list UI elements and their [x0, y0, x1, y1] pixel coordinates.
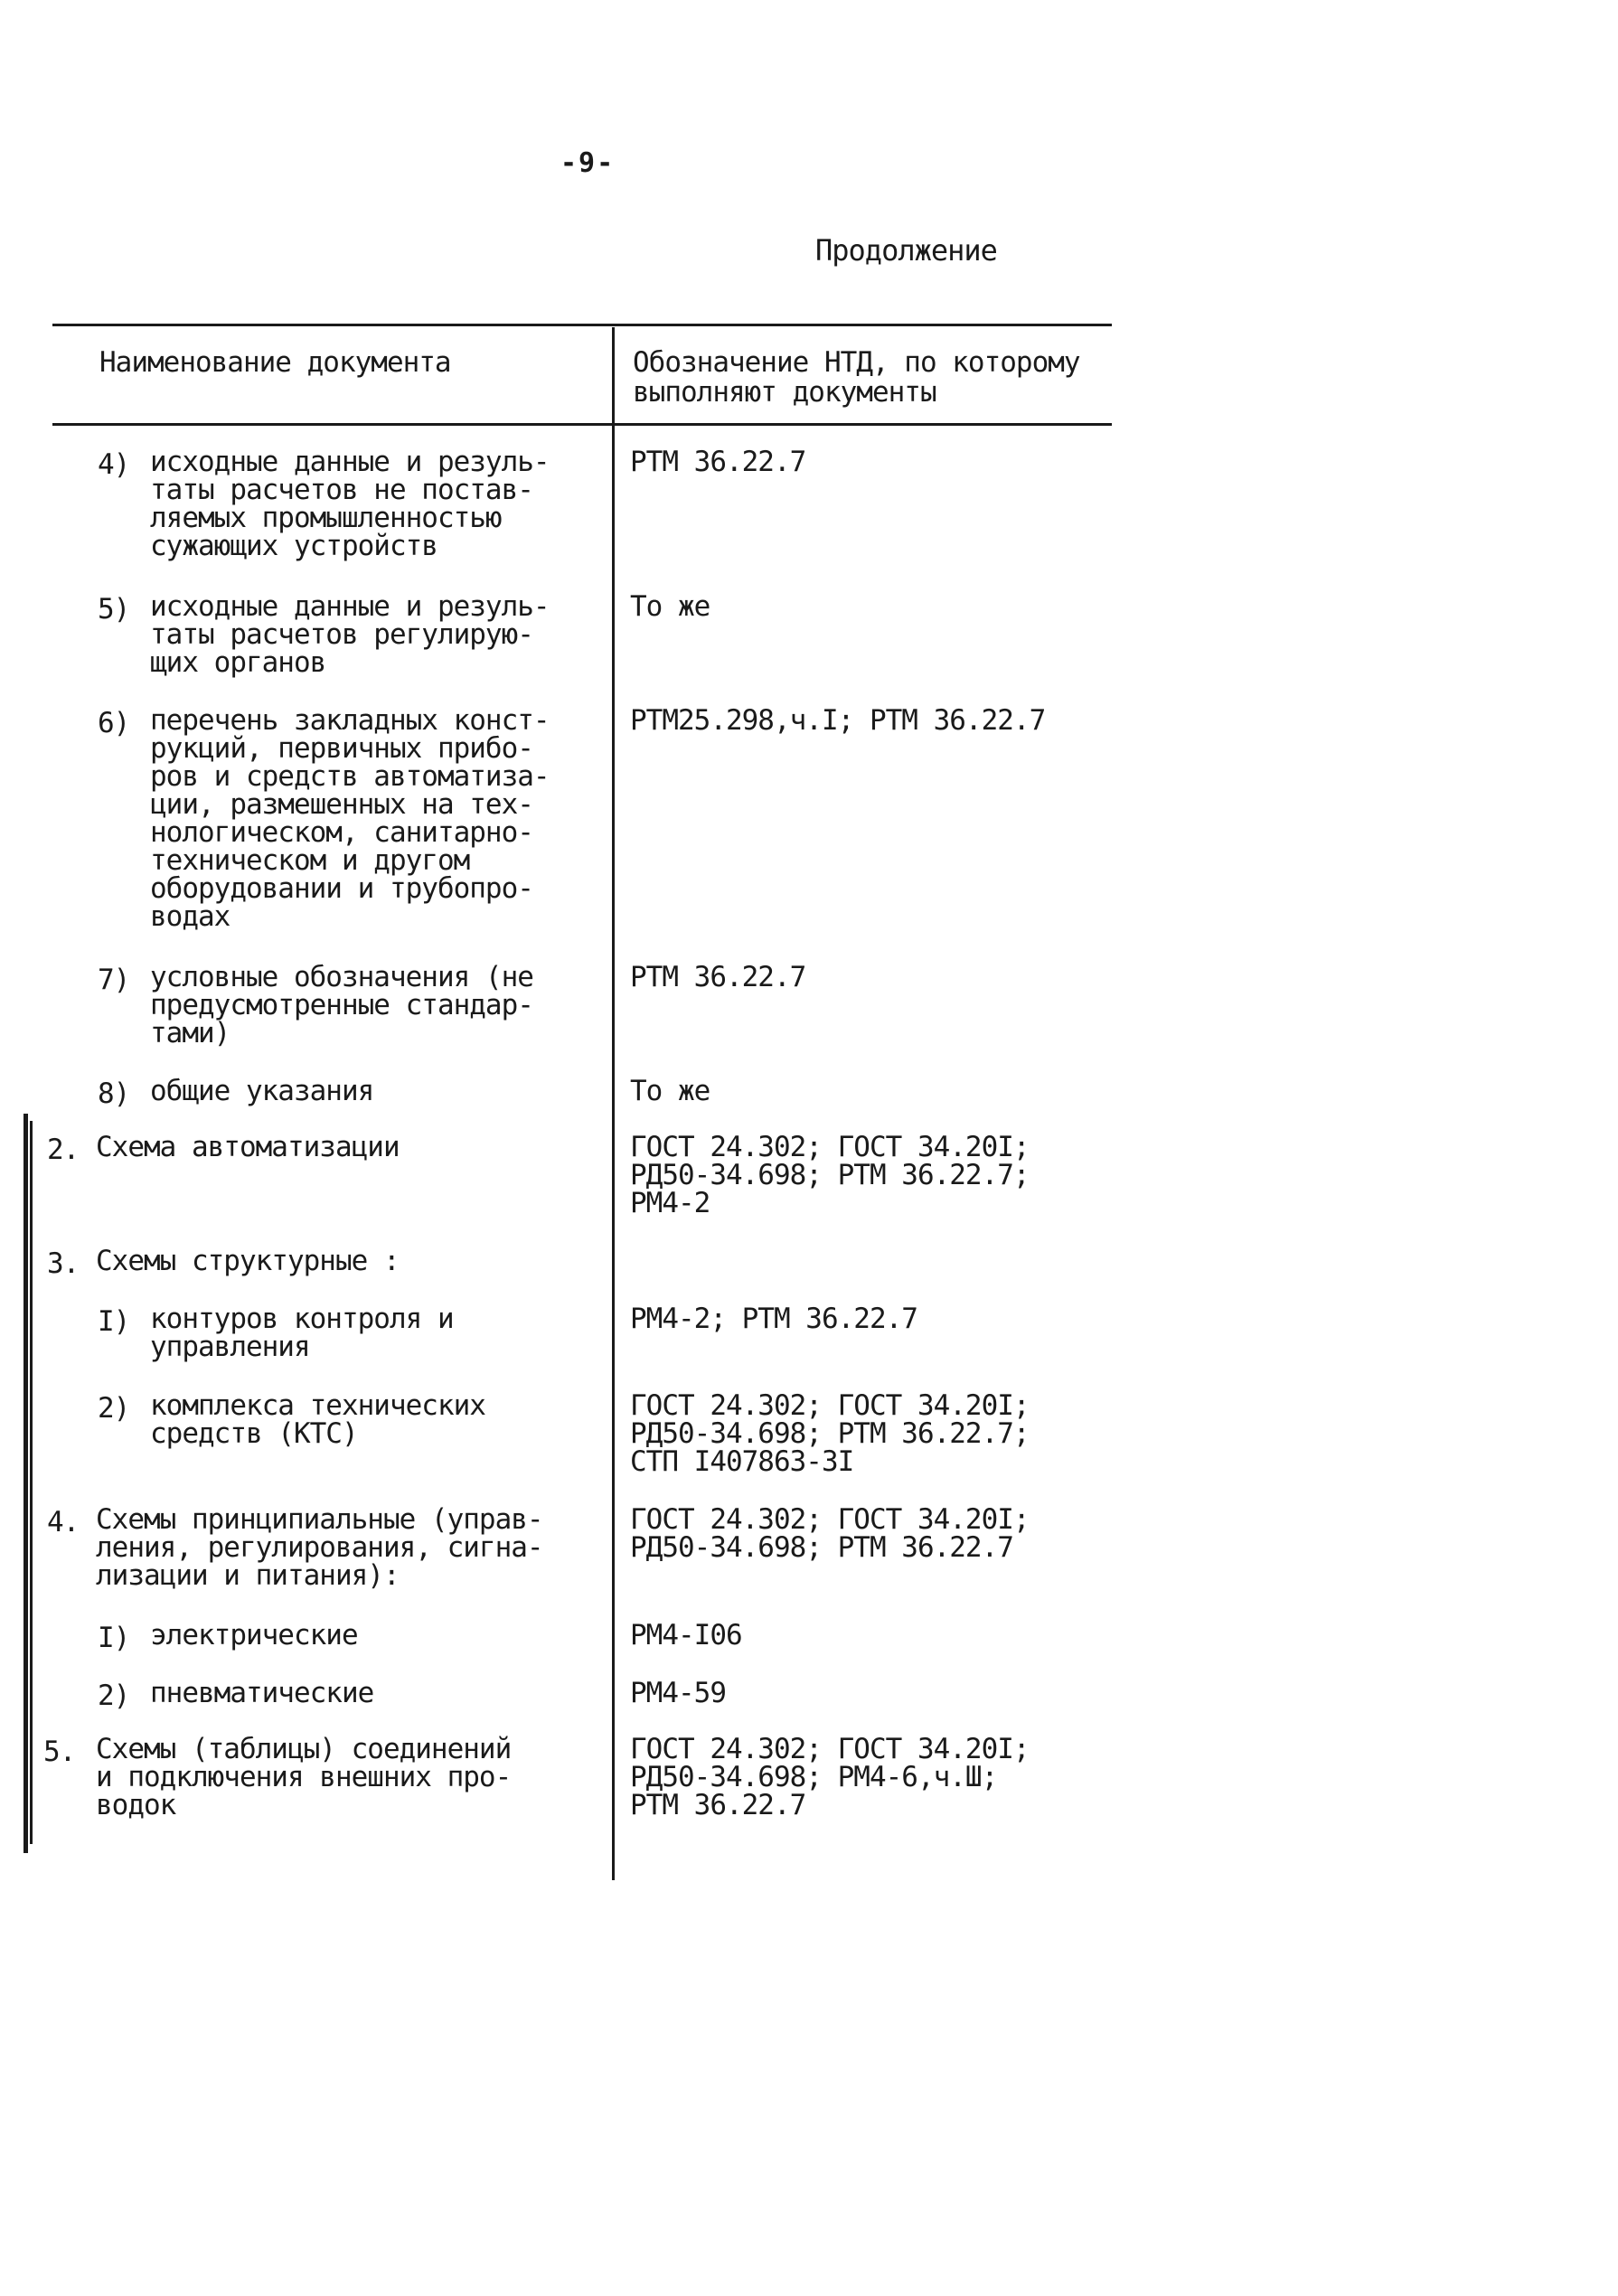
row-number: 4. [47, 1506, 80, 1539]
row-number: 5) [98, 593, 130, 626]
row-ntd-reference: РТМ 36.22.7 [630, 446, 806, 478]
row-document-name: исходные данные и резуль- таты расчетов не постав- ляемых промышленностью сужающих устройств [150, 446, 550, 562]
header-document-name: Наименование документа [99, 346, 451, 379]
row-ntd-reference: ГОСТ 24.302; ГОСТ 34.20I; РД50-34.698; РТМ 36.22.7; СТП I407863-3I [630, 1389, 1030, 1478]
row-ntd-reference: РМ4-2; РТМ 36.22.7 [630, 1303, 917, 1335]
continuation-label: Продолжение [815, 233, 997, 268]
row-ntd-reference: ГОСТ 24.302; ГОСТ 34.20I; РД50-34.698; РТМ 36.22.7 [630, 1503, 1030, 1564]
row-document-name: Схемы принципиальные (управ- ления, регулирования, сигна- лизации и питания): [96, 1503, 543, 1592]
table-header-rule [52, 423, 1112, 426]
row-ntd-reference: РТМ 36.22.7 [630, 961, 806, 993]
header-ntd-designation: Обозначение НТД, по которому выполняют документы [633, 346, 1080, 409]
row-number: 5. [43, 1736, 76, 1768]
row-number: 8) [98, 1077, 130, 1110]
row-ntd-reference: РМ4-I06 [630, 1619, 742, 1651]
row-ntd-reference: РМ4-59 [630, 1677, 726, 1709]
row-document-name: Схема автоматизации [96, 1131, 400, 1163]
row-number: 2. [47, 1134, 80, 1166]
row-document-name: контуров контроля и управления [150, 1303, 454, 1363]
row-number: 6) [98, 707, 130, 739]
row-ntd-reference: ГОСТ 24.302; ГОСТ 34.20I; РД50-34.698; РМ4-6,ч.Ш; РТМ 36.22.7 [630, 1733, 1030, 1821]
row-document-name: пневматические [150, 1677, 374, 1709]
row-number: 4) [98, 448, 130, 481]
row-ntd-reference: ГОСТ 24.302; ГОСТ 34.20I; РД50-34.698; РТМ 36.22.7; РМ4-2 [630, 1131, 1030, 1219]
page-number: -9- [560, 147, 616, 179]
row-ntd-reference: То же [630, 1075, 710, 1107]
row-number: 2) [98, 1392, 130, 1425]
table-top-rule [52, 324, 1112, 326]
row-document-name: перечень закладных конст- рукций, первичных прибо- ров и средств автоматиза- ции, размешенных на тех- нологическом, санитарно- техническом и другом оборудовании и трубопро- водах [150, 704, 550, 933]
row-number: I) [98, 1305, 130, 1338]
table-column-divider [612, 327, 615, 1880]
row-number: 2) [98, 1680, 130, 1712]
row-document-name: исходные данные и резуль- таты расчетов регулирую- щих органов [150, 590, 550, 679]
row-ntd-reference: РТМ25.298,ч.I; РТМ 36.22.7 [630, 704, 1046, 737]
row-document-name: комплекса технических средств (КТС) [150, 1389, 485, 1450]
revision-margin-bar-inner [30, 1121, 33, 1844]
row-document-name: общие указания [150, 1075, 374, 1107]
row-document-name: электрические [150, 1619, 358, 1651]
row-number: 7) [98, 964, 130, 996]
row-number: I) [98, 1622, 130, 1654]
row-document-name: Схемы структурные : [96, 1245, 400, 1277]
row-document-name: Схемы (таблицы) соединений и подключения внешних про- водок [96, 1733, 512, 1821]
revision-margin-bar [24, 1114, 28, 1853]
row-number: 3. [47, 1247, 80, 1280]
row-document-name: условные обозначения (не предусмотренные стандар- тами) [150, 961, 533, 1049]
row-ntd-reference: То же [630, 590, 710, 623]
